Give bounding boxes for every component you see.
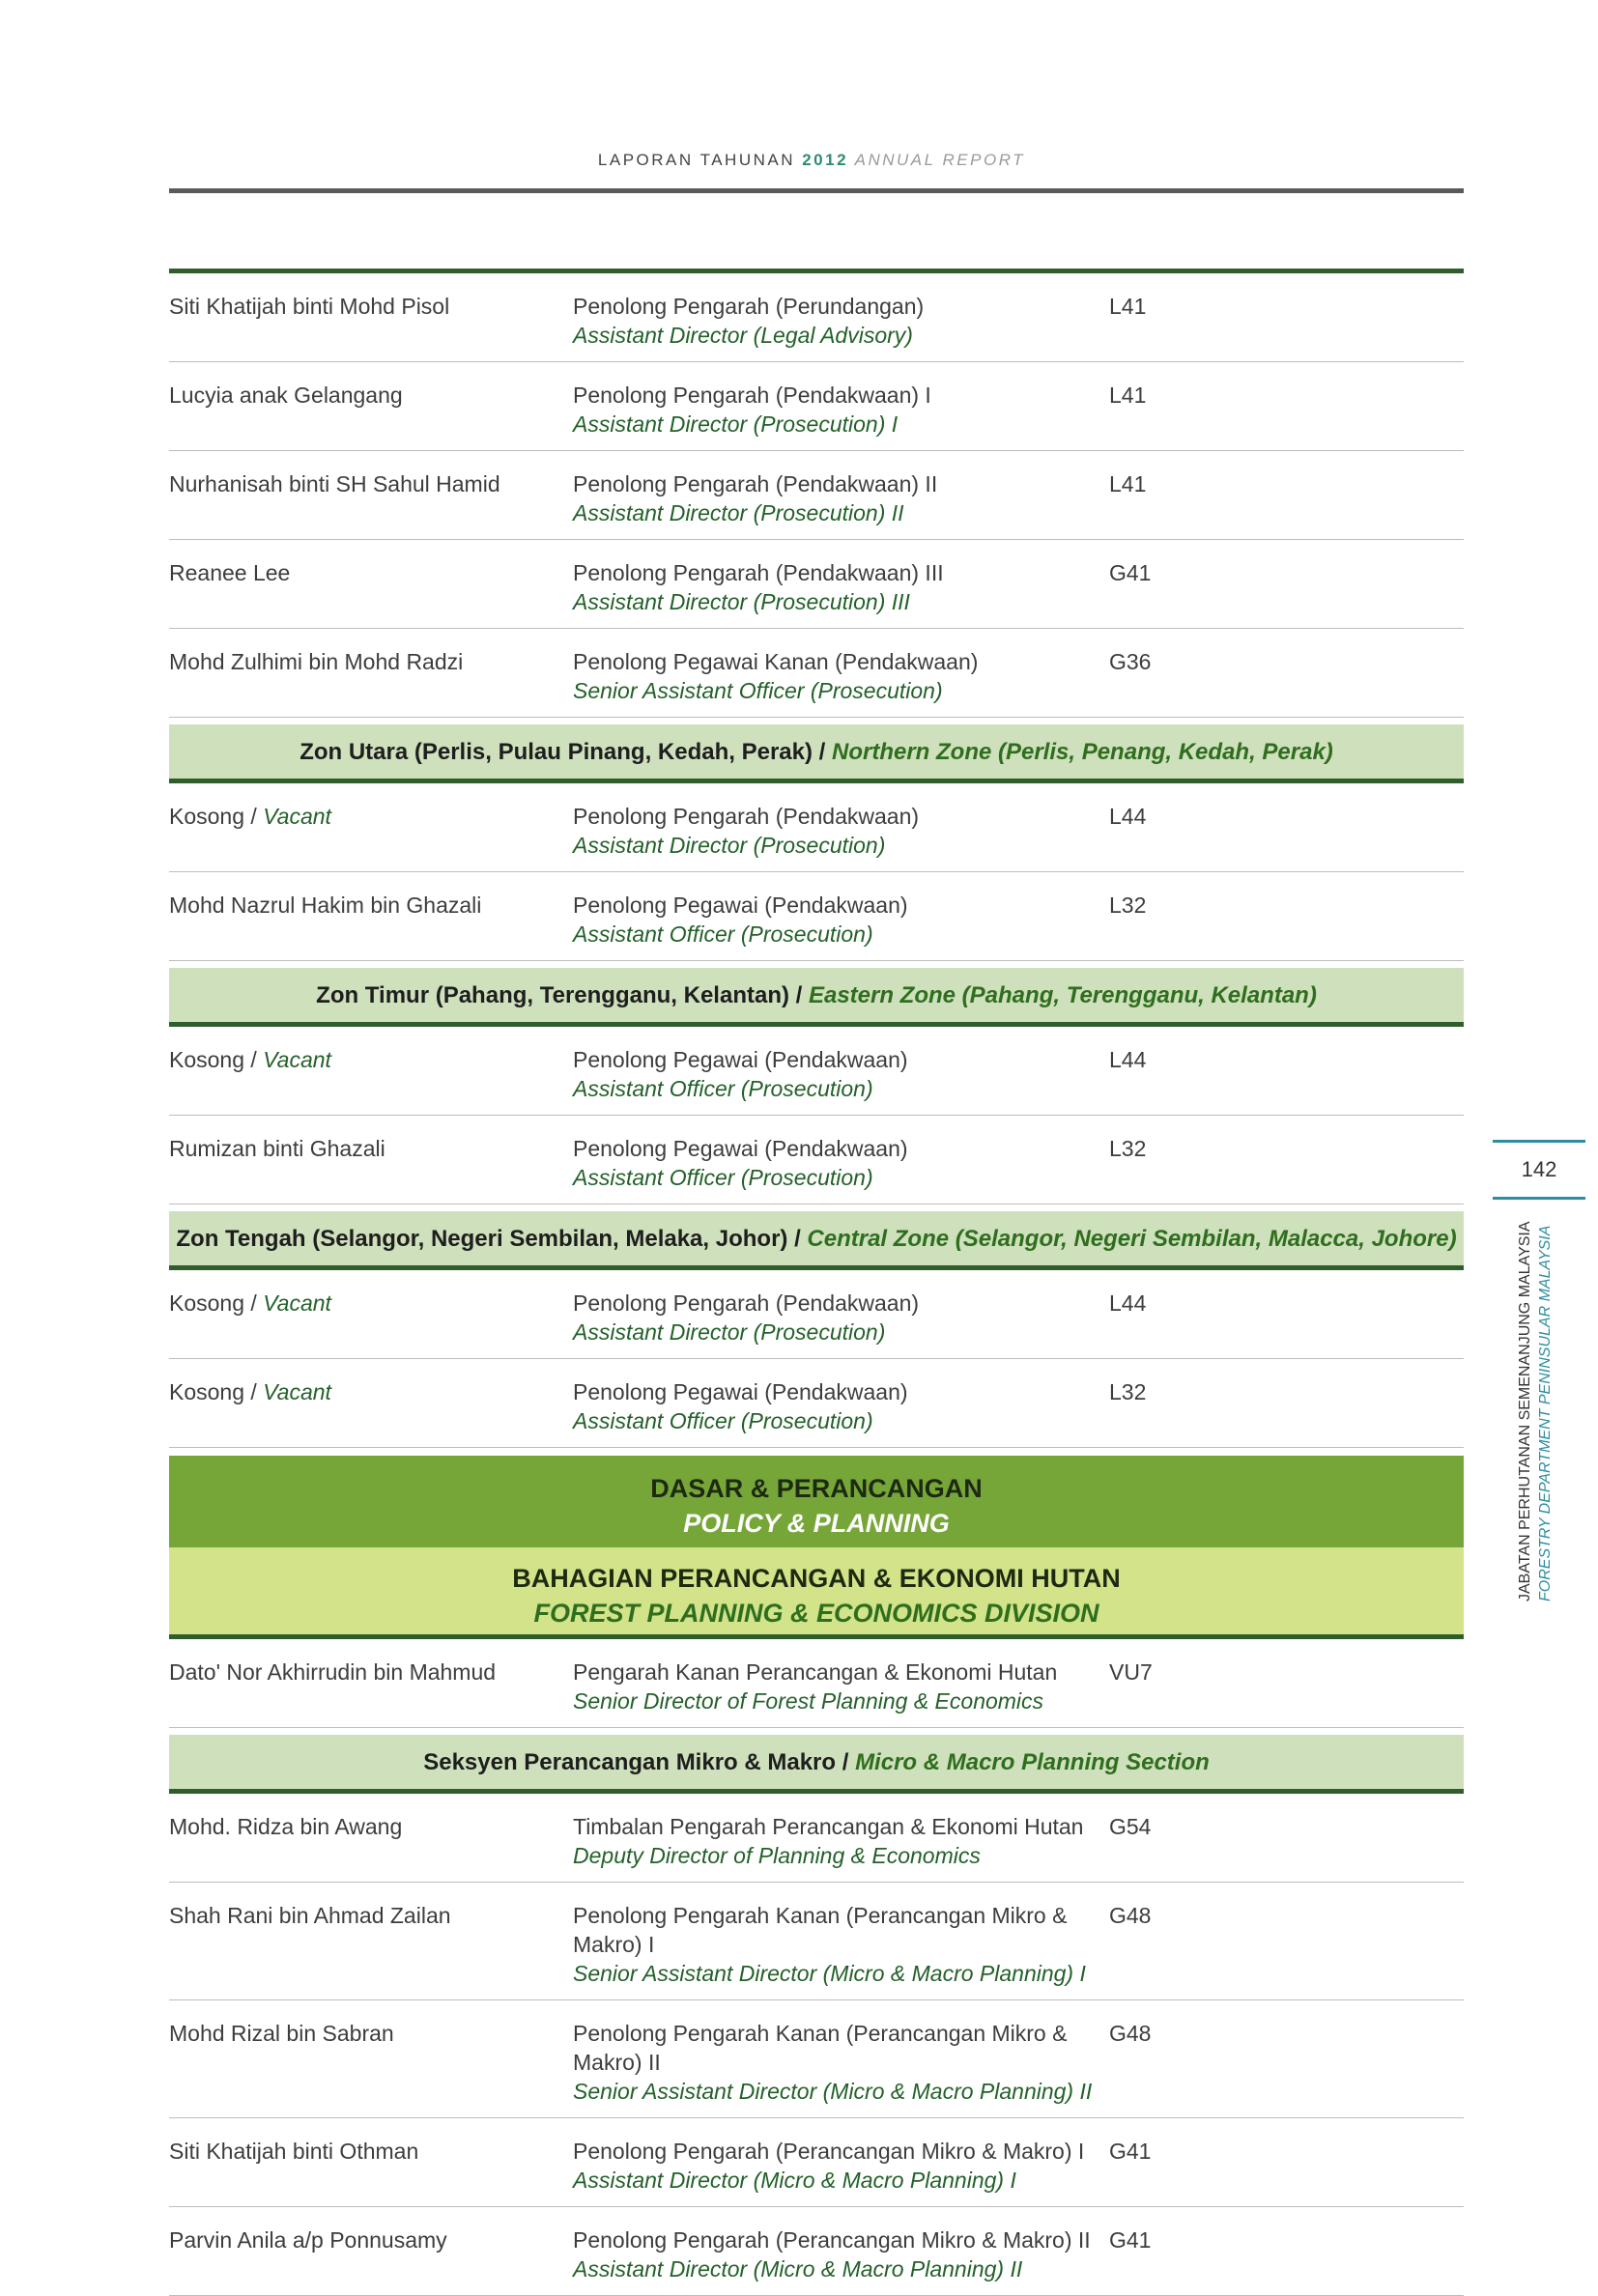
- header-year: 2012: [802, 151, 849, 169]
- position-english: Senior Assistant Director (Micro & Macro Planning) I: [573, 1961, 1086, 1986]
- grade-cell: L32: [1109, 893, 1147, 918]
- grade-cell: G41: [1109, 2139, 1152, 2164]
- side-label-english: FORESTRY DEPARTMENT PENINSULAR MALAYSIA: [1537, 1225, 1554, 1602]
- staff-name-cell: [169, 647, 573, 705]
- staff-name-cell: [169, 469, 573, 527]
- staff-name-cell: [169, 2137, 573, 2195]
- staff-name-cell: [169, 2019, 573, 2106]
- section-heading: [169, 724, 1464, 783]
- position-cell: [573, 381, 1109, 439]
- position-english: Assistant Director (Prosecution) I: [573, 411, 899, 437]
- position-cell: [573, 1658, 1109, 1715]
- position-english: Assistant Director (Legal Advisory): [573, 323, 913, 348]
- table-row: [169, 2118, 1464, 2207]
- staff-name-cell: [169, 802, 573, 860]
- position-cell: [573, 647, 1109, 705]
- staff-name-cell: [169, 2225, 573, 2283]
- position-english: Senior Director of Forest Planning & Economics: [573, 1688, 1044, 1714]
- table-row: [169, 451, 1464, 540]
- staff-name: Lucyia anak Gelangang: [169, 383, 403, 408]
- staff-name: Nurhanisah binti SH Sahul Hamid: [169, 471, 500, 496]
- staff-name-english: Vacant: [263, 1290, 331, 1316]
- grade-cell: L44: [1109, 804, 1147, 829]
- staff-name: Mohd. Ridza bin Awang: [169, 1814, 403, 1839]
- position-malay: Penolong Pengarah (Pendakwaan): [573, 1290, 920, 1316]
- policy-title-malay: DASAR & PERANCANGAN: [650, 1474, 983, 1503]
- staff-name: Reanee Lee: [169, 560, 291, 585]
- staff-name: Kosong /: [169, 804, 264, 829]
- grade-cell: L44: [1109, 1290, 1147, 1316]
- position-english: Assistant Officer (Prosecution): [573, 921, 873, 947]
- position-english: Senior Assistant Officer (Prosecution): [573, 678, 943, 703]
- staff-name: Rumizan binti Ghazali: [169, 1136, 385, 1161]
- report-header: [0, 151, 1598, 170]
- position-malay: Penolong Pengarah (Pendakwaan) II: [573, 471, 938, 496]
- grade-cell: L44: [1109, 1047, 1147, 1072]
- division-banner: [169, 1547, 1464, 1639]
- section-heading-malay: Seksyen Perancangan Mikro & Makro /: [423, 1749, 856, 1775]
- position-cell: [573, 2019, 1109, 2106]
- position-malay: Penolong Pengarah Kanan (Perancangan Mikro & Makro) II: [573, 2021, 1068, 2075]
- table-row: [169, 1027, 1464, 1116]
- position-malay: Penolong Pengarah (Perundangan): [573, 294, 925, 319]
- table-row: [169, 1116, 1464, 1205]
- staff-name-cell: [169, 292, 573, 350]
- staff-name: Mohd Zulhimi bin Mohd Radzi: [169, 649, 464, 674]
- position-cell: [573, 469, 1109, 527]
- grade-cell: L32: [1109, 1379, 1147, 1404]
- grade-cell: G48: [1109, 2021, 1152, 2046]
- policy-title-english: POLICY & PLANNING: [683, 1509, 950, 1538]
- position-cell: [573, 1134, 1109, 1192]
- section-heading-english: Micro & Macro Planning Section: [855, 1749, 1210, 1775]
- position-cell: [573, 1901, 1109, 1988]
- staff-name-cell: [169, 1812, 573, 1870]
- table-row: [169, 1359, 1464, 1448]
- table-row: [169, 629, 1464, 718]
- section-heading-malay: Zon Tengah (Selangor, Negeri Sembilan, Melaka, Johor) /: [176, 1226, 808, 1252]
- position-malay: Penolong Pengarah (Perancangan Mikro & Makro) I: [573, 2139, 1085, 2164]
- header-title-en: ANNUAL REPORT: [848, 151, 1026, 169]
- table-row: [169, 1883, 1464, 2000]
- table-row: [169, 2000, 1464, 2118]
- position-english: Deputy Director of Planning & Economics: [573, 1843, 981, 1868]
- position-english: Senior Assistant Director (Micro & Macro Planning) II: [573, 2079, 1093, 2104]
- position-cell: [573, 1045, 1109, 1103]
- staff-name-cell: [169, 1377, 573, 1435]
- position-english: Assistant Director (Micro & Macro Planning) II: [573, 2256, 1023, 2282]
- staff-name-cell: [169, 1289, 573, 1346]
- position-cell: [573, 1812, 1109, 1870]
- position-cell: [573, 292, 1109, 350]
- staff-name: Dato' Nor Akhirrudin bin Mahmud: [169, 1659, 497, 1685]
- staff-directory: [169, 269, 1464, 2296]
- grade-cell: L32: [1109, 1136, 1147, 1161]
- section-heading-malay: Zon Timur (Pahang, Terengganu, Kelantan) /: [316, 982, 809, 1008]
- position-cell: [573, 891, 1109, 949]
- table-row: [169, 273, 1464, 362]
- table-row: [169, 540, 1464, 629]
- side-label-malay: JABATAN PERHUTANAN SEMENANJUNG MALAYSIA: [1517, 1221, 1533, 1602]
- position-cell: [573, 2137, 1109, 2195]
- staff-name-cell: [169, 1658, 573, 1715]
- staff-name: Mohd Rizal bin Sabran: [169, 2021, 394, 2046]
- table-row: [169, 783, 1464, 872]
- staff-name: Kosong /: [169, 1379, 264, 1404]
- table-row: [169, 1639, 1464, 1728]
- position-malay: Penolong Pengarah (Perancangan Mikro & Makro) II: [573, 2227, 1091, 2253]
- section-heading: [169, 1211, 1464, 1270]
- grade-cell: L41: [1109, 471, 1147, 496]
- position-malay: Pengarah Kanan Perancangan & Ekonomi Hutan: [573, 1659, 1058, 1685]
- staff-name: Kosong /: [169, 1290, 264, 1316]
- position-malay: Penolong Pegawai (Pendakwaan): [573, 1047, 908, 1072]
- division-title-english: FOREST PLANNING & ECONOMICS DIVISION: [533, 1599, 1099, 1628]
- grade-cell: VU7: [1109, 1659, 1153, 1685]
- policy-banner: [169, 1456, 1464, 1547]
- position-malay: Penolong Pegawai (Pendakwaan): [573, 1379, 908, 1404]
- position-malay: Penolong Pengarah (Pendakwaan) III: [573, 560, 944, 585]
- staff-name: Kosong /: [169, 1047, 264, 1072]
- grade-cell: G41: [1109, 560, 1152, 585]
- position-malay: Penolong Pengarah (Pendakwaan): [573, 804, 920, 829]
- staff-name-english: Vacant: [263, 1047, 331, 1072]
- section-heading: [169, 968, 1464, 1027]
- grade-cell: L41: [1109, 294, 1147, 319]
- position-malay: Timbalan Pengarah Perancangan & Ekonomi Hutan: [573, 1814, 1084, 1839]
- header-title-main: LAPORAN TAHUNAN: [597, 151, 803, 169]
- grade-cell: G41: [1109, 2227, 1152, 2253]
- staff-name: Siti Khatijah binti Mohd Pisol: [169, 294, 450, 319]
- position-english: Assistant Officer (Prosecution): [573, 1165, 873, 1190]
- position-cell: [573, 1377, 1109, 1435]
- staff-name-cell: [169, 1134, 573, 1192]
- section-heading-english: Eastern Zone (Pahang, Terengganu, Kelantan): [808, 982, 1317, 1008]
- grade-cell: G36: [1109, 649, 1152, 674]
- table-row: [169, 2207, 1464, 2296]
- section-heading: [169, 1735, 1464, 1794]
- section-heading-malay: Zon Utara (Perlis, Pulau Pinang, Kedah, Perak) /: [300, 739, 832, 765]
- position-malay: Penolong Pengarah (Pendakwaan) I: [573, 383, 931, 408]
- position-english: Assistant Director (Prosecution): [573, 1319, 886, 1345]
- staff-name-cell: [169, 381, 573, 439]
- section-heading-english: Central Zone (Selangor, Negeri Sembilan, Malacca, Johore): [807, 1226, 1457, 1252]
- position-malay: Penolong Pegawai (Pendakwaan): [573, 893, 908, 918]
- staff-name: Mohd Nazrul Hakim bin Ghazali: [169, 893, 482, 918]
- staff-name-cell: [169, 1045, 573, 1103]
- staff-name: Siti Khatijah binti Othman: [169, 2139, 419, 2164]
- position-malay: Penolong Pengarah Kanan (Perancangan Mikro & Makro) I: [573, 1903, 1068, 1957]
- position-english: Assistant Officer (Prosecution): [573, 1076, 873, 1101]
- position-english: Assistant Officer (Prosecution): [573, 1408, 873, 1433]
- position-malay: Penolong Pegawai Kanan (Pendakwaan): [573, 649, 979, 674]
- position-cell: [573, 2225, 1109, 2283]
- side-department-label: [1515, 1196, 1555, 1602]
- page-number: 142: [1493, 1140, 1585, 1200]
- staff-name: Shah Rani bin Ahmad Zailan: [169, 1903, 451, 1928]
- position-english: Assistant Director (Prosecution): [573, 833, 886, 858]
- table-row: [169, 1270, 1464, 1359]
- grade-cell: G48: [1109, 1903, 1152, 1928]
- position-cell: [573, 802, 1109, 860]
- staff-name-cell: [169, 558, 573, 616]
- header-divider: [169, 188, 1464, 193]
- position-english: Assistant Director (Prosecution) III: [573, 589, 910, 614]
- staff-name-cell: [169, 891, 573, 949]
- position-malay: Penolong Pegawai (Pendakwaan): [573, 1136, 908, 1161]
- staff-name-cell: [169, 1901, 573, 1988]
- position-cell: [573, 558, 1109, 616]
- table-row: [169, 362, 1464, 451]
- position-cell: [573, 1289, 1109, 1346]
- grade-cell: L41: [1109, 383, 1147, 408]
- staff-name-english: Vacant: [263, 804, 331, 829]
- position-english: Assistant Director (Prosecution) II: [573, 500, 904, 525]
- table-row: [169, 1794, 1464, 1883]
- grade-cell: G54: [1109, 1814, 1152, 1839]
- position-english: Assistant Director (Micro & Macro Planning) I: [573, 2168, 1016, 2193]
- table-row: [169, 872, 1464, 961]
- division-title-malay: BAHAGIAN PERANCANGAN & EKONOMI HUTAN: [512, 1564, 1121, 1593]
- staff-name: Parvin Anila a/p Ponnusamy: [169, 2227, 447, 2253]
- staff-name-english: Vacant: [263, 1379, 331, 1404]
- section-heading-english: Northern Zone (Perlis, Penang, Kedah, Perak): [832, 739, 1333, 765]
